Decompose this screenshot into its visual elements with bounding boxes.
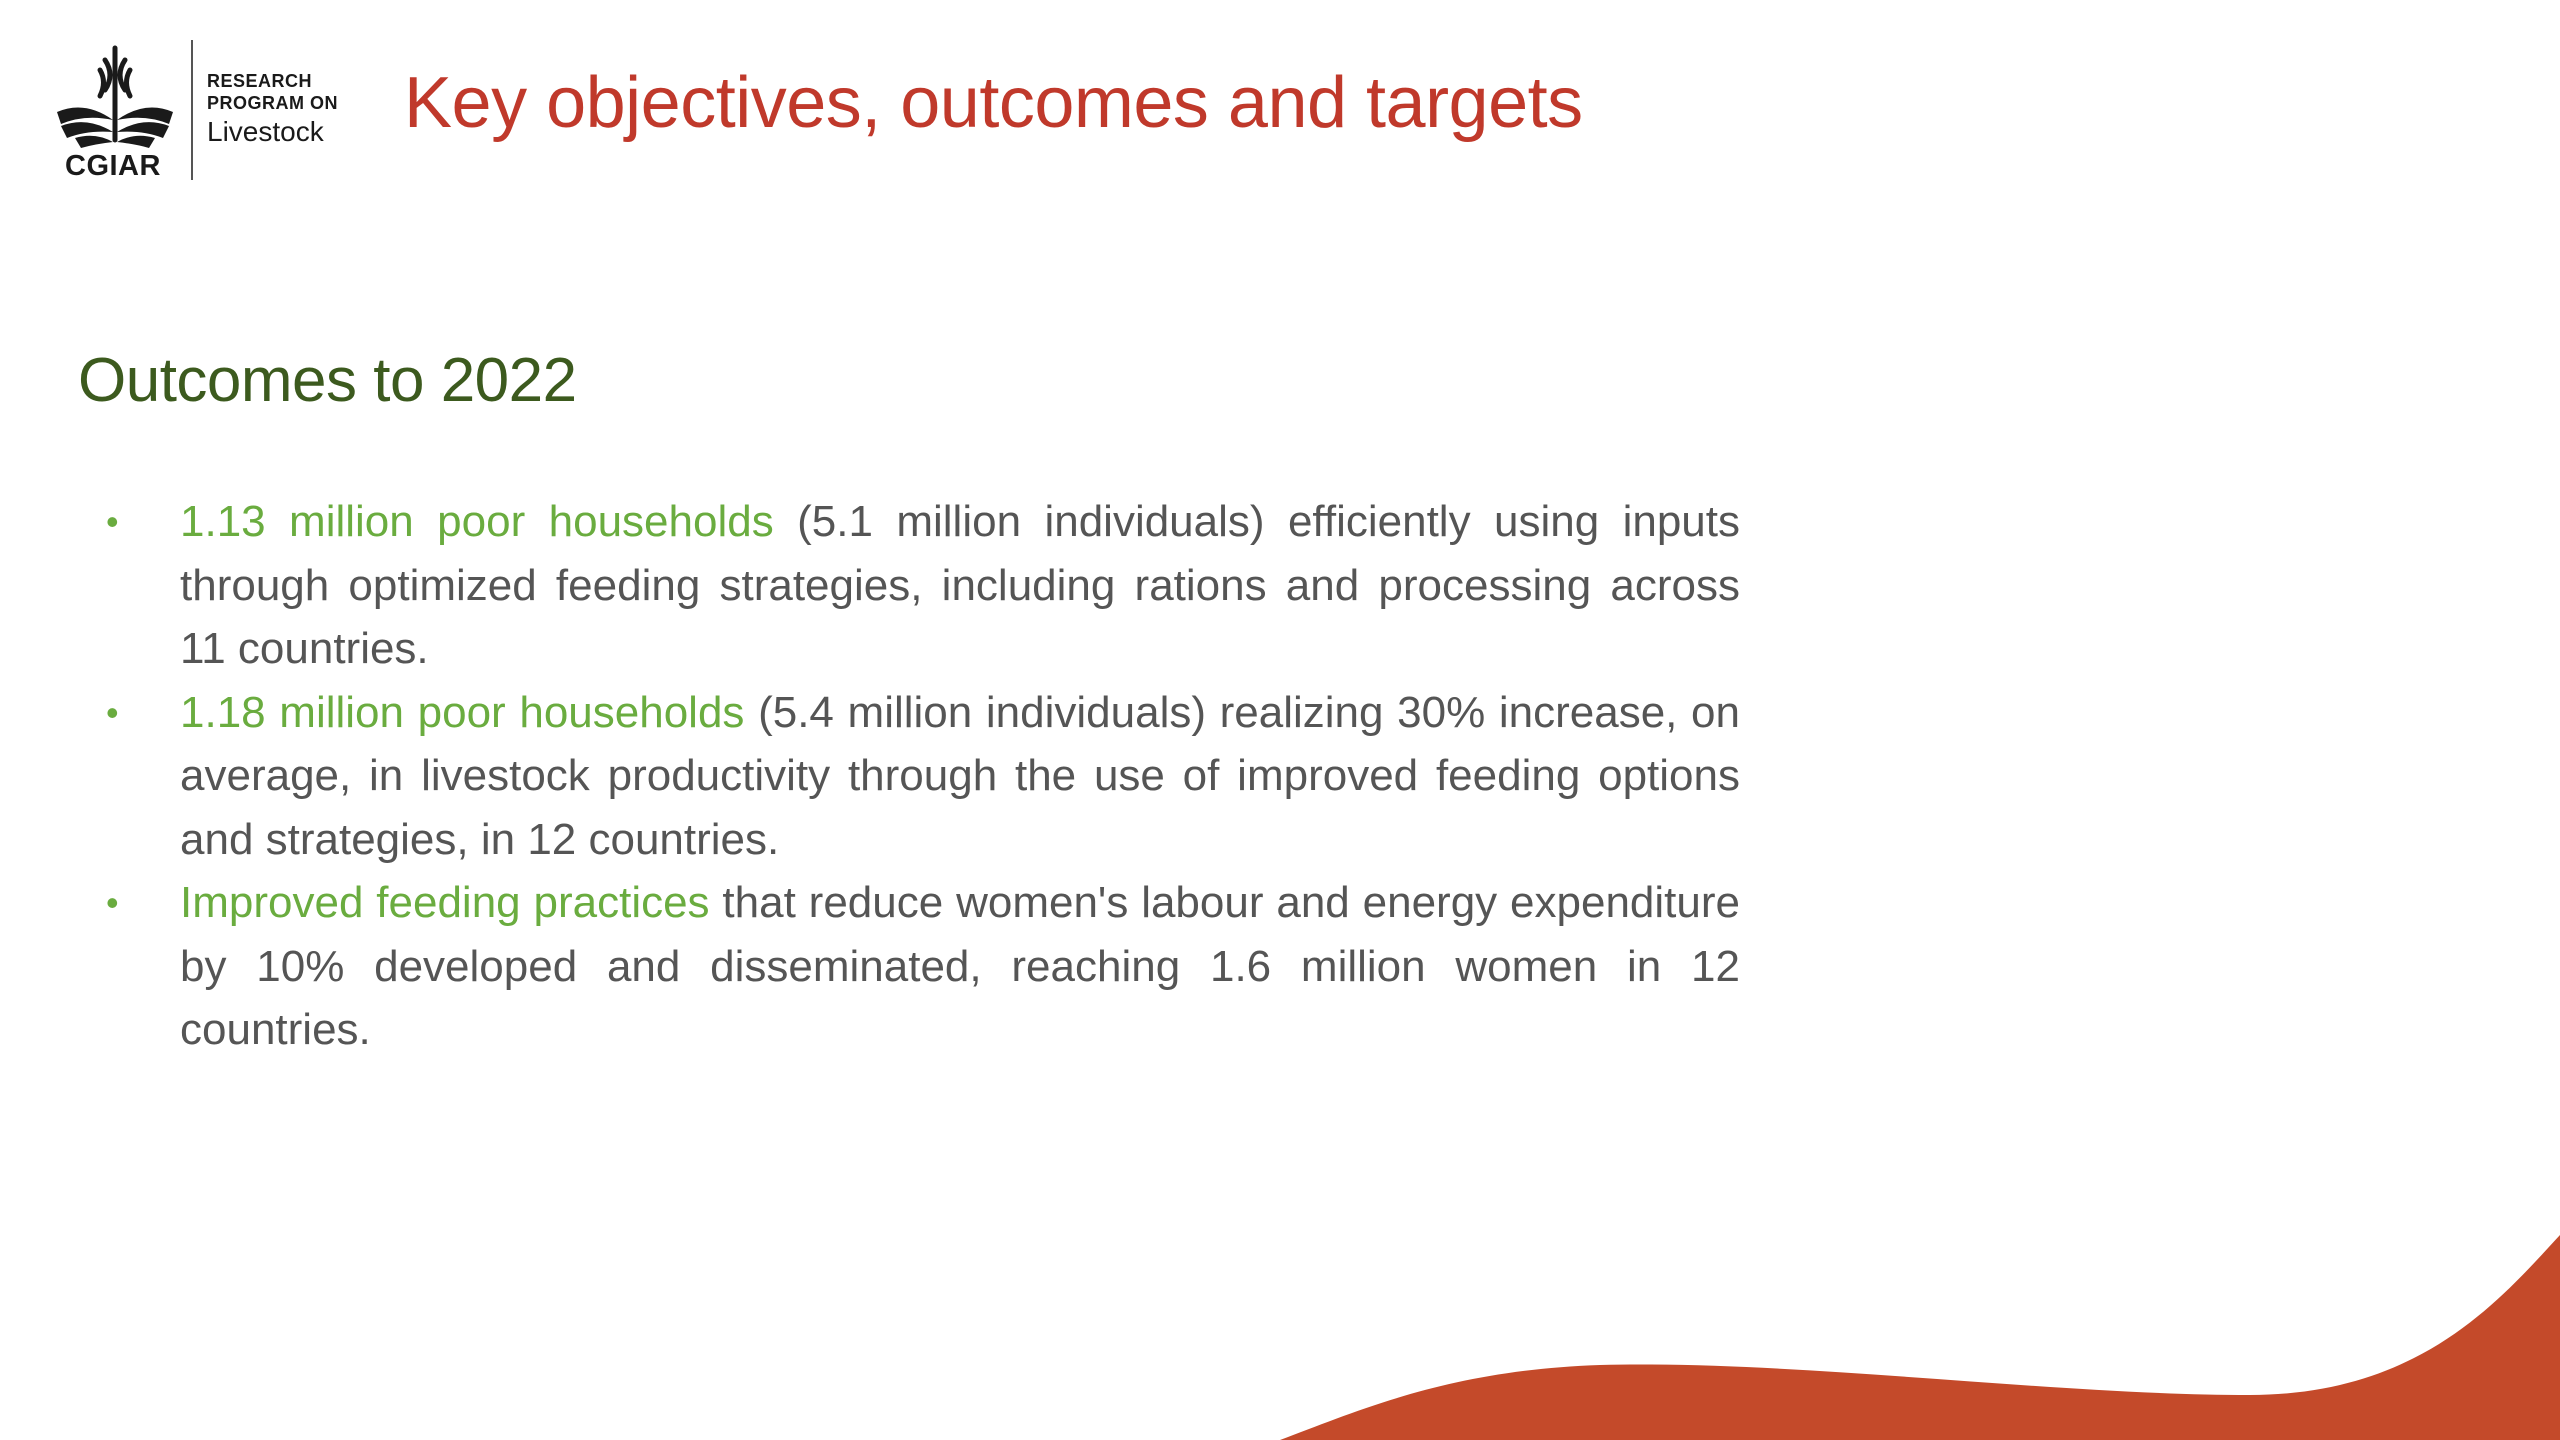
outcome-highlight: 1.13 million poor households	[180, 497, 774, 546]
logo-line-research: RESEARCH	[207, 71, 313, 91]
bullet-marker: •	[106, 882, 119, 923]
wave-shape	[1280, 1235, 2560, 1440]
logo-program-text	[207, 70, 338, 150]
cgiar-livestock-logo	[55, 40, 355, 190]
outcome-item	[100, 490, 1740, 681]
outcome-text: that reduce women's labour and energy expenditure by 10% developed and disseminated, reaching 1.6 million women in 12 countries.	[180, 878, 1740, 1054]
outcome-highlight: Improved feeding practices	[180, 878, 710, 927]
outcome-item	[100, 681, 1740, 872]
outcomes-list	[100, 490, 1740, 1062]
bullet-marker: •	[106, 691, 119, 733]
outcome-text: (5.4 million individuals) realizing 30% increase, on average, in livestock productivity through the use of improved feeding options and strategies, in 12 countries.	[180, 687, 1740, 864]
logo-org-name: CGIAR	[65, 150, 161, 182]
outcome-text: (5.1 million individuals) efficiently using inputs through optimized feeding strategies, including rations and processing across 11 countries.	[180, 497, 1741, 673]
logo-line-livestock: Livestock	[207, 116, 324, 147]
outcome-highlight: 1.18 million poor households	[180, 687, 745, 737]
logo-divider	[191, 40, 193, 180]
section-heading: Outcomes to 2022	[78, 346, 577, 415]
outcome-item	[100, 871, 1740, 1062]
bullet-marker: •	[106, 501, 119, 542]
logo-line-program-on: PROGRAM ON	[207, 93, 338, 113]
slide-title: Key objectives, outcomes and targets	[404, 63, 1583, 143]
